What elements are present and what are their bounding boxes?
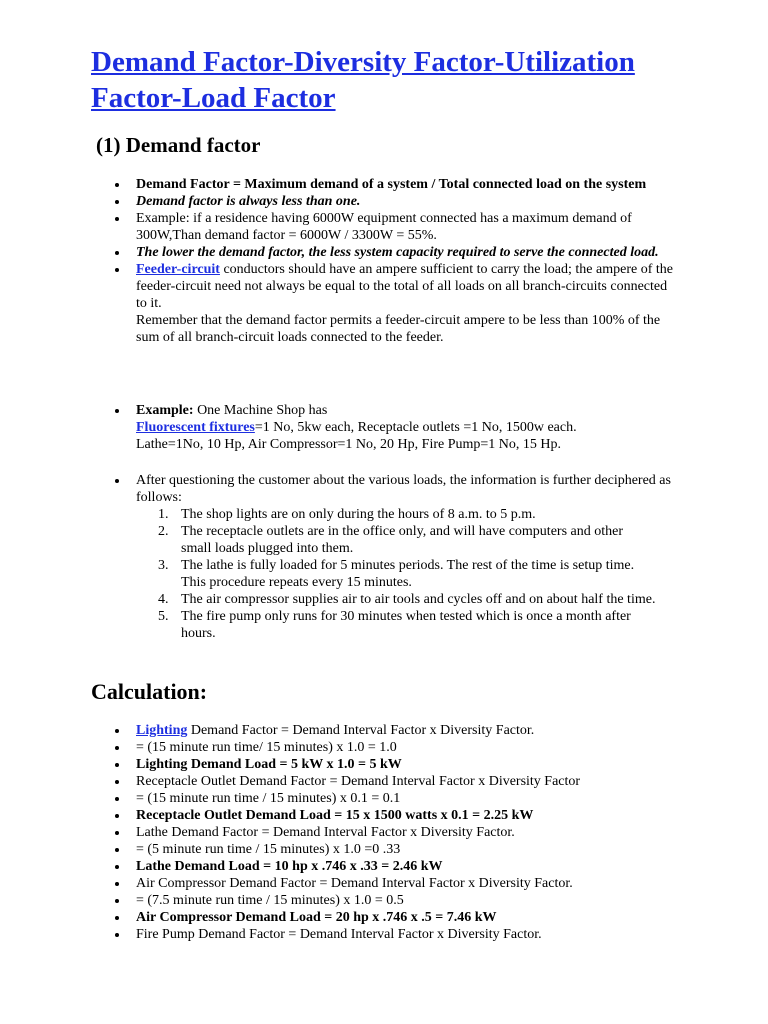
fluorescent-fixtures-link[interactable]: Fluorescent fixtures [136, 420, 255, 435]
list-item [0, 892, 676, 909]
calc-text: = (5 minute run time / 15 minutes) x 1.0 =0 .33 [136, 842, 401, 857]
calc-text: = (15 minute run time/ 15 minutes) x 1.0 = 1.0 [136, 740, 397, 755]
feeder-remember-text: Remember that the demand factor permits a feeder-circuit ampere to be less than 100% of the sum of all branch-circuit loads connected to the feeder. [136, 313, 661, 345]
list-item [0, 722, 676, 739]
calc-result: Receptacle Outlet Demand Load = 15 x 1500 watts x 0.1 = 2.25 kW [136, 808, 534, 823]
list-item [0, 193, 676, 210]
list-item [0, 875, 676, 892]
example-text: Example: if a residence having 6000W equipment connected has a maximum demand of 300W,Than demand factor = 6000W / 3300W = 55%. [136, 211, 632, 243]
list-item [0, 739, 676, 756]
example-line-3: Lathe=1No, 10 Hp, Air Compressor=1 No, 20 Hp, Fire Pump=1 No, 15 Hp. [136, 437, 561, 452]
step-item [136, 591, 656, 608]
step-text: The receptacle outlets are in the office only, and will have computers and other small loads plugged into them. [181, 524, 623, 556]
step-text: The air compressor supplies air to air tools and cycles off and on about half the time. [181, 592, 656, 607]
step-number: 2. [158, 524, 169, 539]
step-number: 1. [158, 507, 169, 522]
questioning-list [0, 472, 676, 642]
list-item [0, 472, 676, 642]
steps-list [136, 506, 676, 642]
list-item [0, 773, 676, 790]
calc-result: Lathe Demand Load = 10 hp x .746 x .33 = 2.46 kW [136, 859, 443, 874]
example-intro: One Machine Shop has [193, 403, 328, 418]
step-item [136, 506, 656, 523]
lighting-factor-text: Demand Factor = Demand Interval Factor x Diversity Factor. [187, 723, 535, 738]
note-text: The lower the demand factor, the less system capacity required to serve the connected load. [136, 245, 659, 260]
calculation-list [0, 722, 676, 943]
calc-text: Air Compressor Demand Factor = Demand Interval Factor x Diversity Factor. [136, 876, 573, 891]
calc-text: = (7.5 minute run time / 15 minutes) x 1.0 = 0.5 [136, 893, 404, 908]
step-number: 3. [158, 558, 169, 573]
list-item [0, 756, 676, 773]
step-item [136, 557, 656, 591]
list-item [0, 790, 676, 807]
list-item [0, 210, 676, 244]
example-label: Example: [136, 403, 194, 418]
example-line-2: =1 No, 5kw each, Receptacle outlets =1 No, 1500w each. [254, 420, 577, 435]
feeder-circuit-link[interactable]: Feeder-circuit [136, 262, 220, 277]
step-text: The shop lights are on only during the hours of 8 a.m. to 5 p.m. [181, 507, 536, 522]
questioning-intro: After questioning the customer about the various loads, the information is further deciphered as follows: [136, 473, 671, 505]
calc-result: Lighting Demand Load = 5 kW x 1.0 = 5 kW [136, 757, 402, 772]
page-title[interactable]: Demand Factor-Diversity Factor-Utilization Factor-Load Factor [91, 46, 635, 114]
note-text: Demand factor is always less than one. [136, 194, 361, 209]
calc-text: = (15 minute run time / 15 minutes) x 0.1 = 0.1 [136, 791, 401, 806]
calc-text: Receptacle Outlet Demand Factor = Demand Interval Factor x Diversity Factor [136, 774, 581, 789]
list-item [0, 909, 676, 926]
step-item [136, 608, 656, 642]
step-item [136, 523, 656, 557]
definition-text: Demand Factor = Maximum demand of a system / Total connected load on the system [136, 177, 647, 192]
demand-factor-heading: (1) Demand factor [96, 133, 261, 157]
list-item [0, 841, 676, 858]
calculation-heading: Calculation: [91, 679, 208, 704]
step-text: The lathe is fully loaded for 5 minutes periods. The rest of the time is setup time. This procedure repeats every 15 minutes. [181, 558, 635, 590]
demand-factor-list [0, 176, 676, 346]
step-number: 4. [158, 592, 169, 607]
calc-result: Air Compressor Demand Load = 20 hp x .746 x .5 = 7.46 kW [136, 910, 497, 925]
list-item [0, 244, 676, 261]
step-text: The fire pump only runs for 30 minutes when tested which is once a month after hours. [181, 609, 631, 641]
list-item [0, 824, 676, 841]
example-list [0, 402, 676, 453]
calc-text: Fire Pump Demand Factor = Demand Interval Factor x Diversity Factor. [136, 927, 542, 942]
calc-text: Lathe Demand Factor = Demand Interval Factor x Diversity Factor. [136, 825, 515, 840]
list-item [0, 402, 676, 453]
lighting-link[interactable]: Lighting [136, 723, 188, 738]
list-item [0, 858, 676, 875]
list-item [0, 261, 676, 346]
list-item [0, 176, 676, 193]
list-item [0, 807, 676, 824]
step-number: 5. [158, 609, 169, 624]
list-item [0, 926, 676, 943]
feeder-text: conductors should have an ampere sufficient to carry the load; the ampere of the feeder-circuit need not always be equal to the total of all loads on all branch-circuits connected to it. [136, 262, 673, 311]
